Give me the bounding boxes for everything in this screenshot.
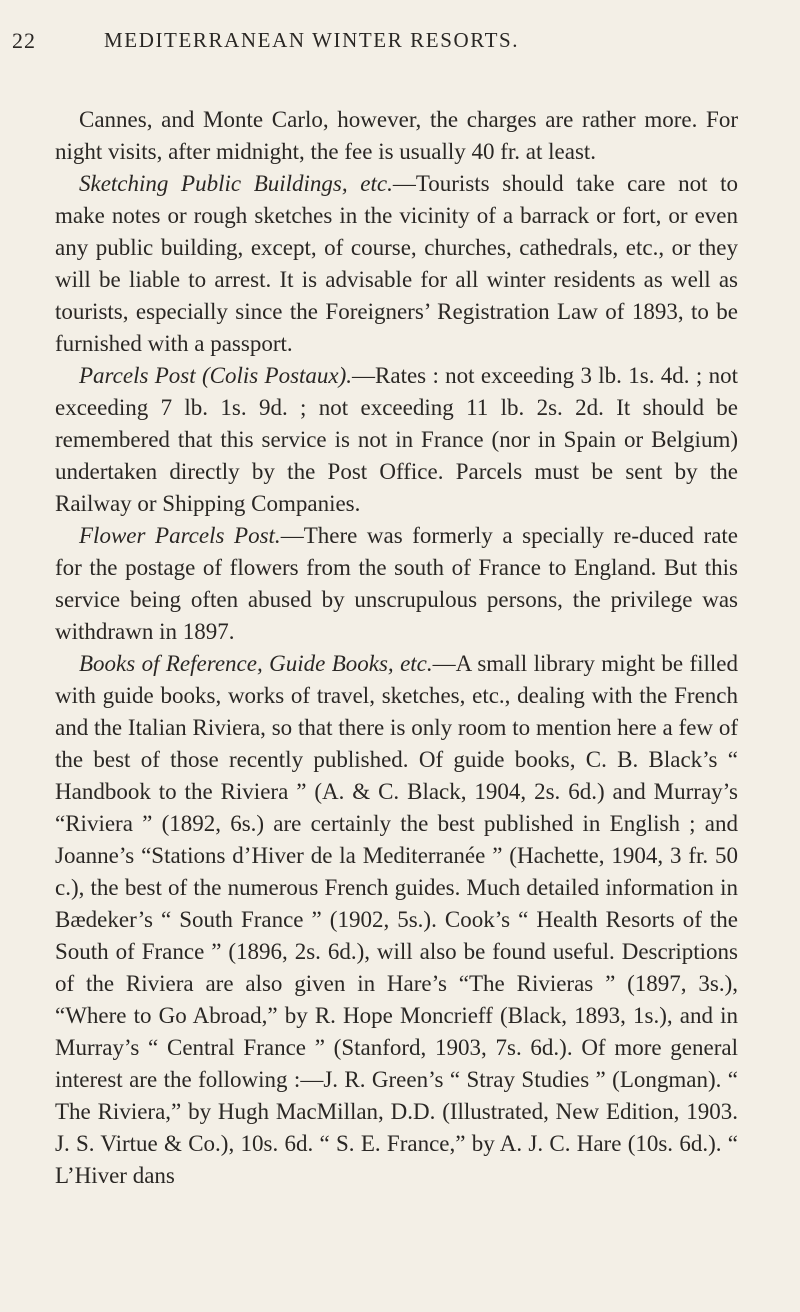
paragraph-text: —Tourists should take care not to make notes or rough sketches in the vicinity of a barrack or fort, or even any public building, except, of course, churches, cathedrals, etc., or they will be liable to arrest. It is advisable for all winter residents as well as tourists, especially since the Foreigners’ Registration Law of 1893, to be furnished with a passport.: [55, 171, 738, 356]
paragraph-text: —Rates : not exceeding 3 lb. 1s. 4d. ; not exceeding 7 lb. 1s. 9d. ; not exceeding 11 lb. 2s. 2d. It should be remembered that this service is not in France (nor in Spain or Belgium) undertaken directly by the Post Office. Parcels must be sent by the Railway or Shipping Companies.: [55, 363, 738, 516]
page-number: 22: [12, 28, 36, 53]
paragraph-parcels-post: [55, 360, 738, 520]
paragraph-sketching: [55, 168, 738, 360]
paragraph-text: —There was formerly a specially re-duced rate for the postage of flowers from the south of France to England. But this service being often abused by unscrupulous persons, the privilege was withdrawn in 1897.: [55, 523, 738, 644]
paragraph-text: —A small library might be filled with guide books, works of travel, sketches, etc., dealing with the French and the Italian Riviera, so that there is only room to mention here a few of the best of those recently published. Of guide books, C. B. Black’s “ Handbook to the Riviera ” (A. & C. Black, 1904, 2s. 6d.) and Murray’s “Riviera ” (1892, 6s.) are certainly the best published in English ; and Joanne’s “Stations d’Hiver de la Mediterranée ” (Hachette, 1904, 3 fr. 50 c.), the best of the numerous French guides. Much detailed information in Bædeker’s “ South France ” (1902, 5s.). Cook’s “ Health Resorts of the South of France ” (1896, 2s. 6d.), will also be found useful. Descriptions of the Riviera are also given in Hare’s “The Rivieras ” (1897, 3s.), “Where to Go Abroad,” by R. Hope Moncrieff (Black, 1893, 1s.), and in Murray’s “ Central France ” (Stanford, 1903, 7s. 6d.). Of more general interest are the following :—J. R. Green’s “ Stray Studies ” (Longman). “ The Riviera,” by Hugh MacMillan, D.D. (Illustrated, New Edition, 1903. J. S. Virtue & Co.), 10s. 6d. “ S. E. France,” by A. J. C. Hare (10s. 6d.). “ L’Hiver dans: [55, 651, 738, 1188]
section-heading: Books of Reference, Guide Books, etc.: [79, 651, 433, 676]
body-text: [55, 104, 738, 1192]
paragraph-cannes-fees: [55, 104, 738, 168]
section-heading: Sketching Public Buildings, etc.: [79, 171, 393, 196]
page-header: [12, 28, 732, 64]
running-head: MEDITERRANEAN WINTER RESORTS.: [104, 28, 520, 52]
paragraph-books-of-reference: [55, 648, 738, 1192]
section-heading: Parcels Post (Colis Postaux).: [79, 363, 353, 388]
paragraph-text: Cannes, and Monte Carlo, however, the charges are rather more. For night visits, after midnight, the fee is usually 40 fr. at least.: [55, 107, 738, 164]
section-heading: Flower Parcels Post.: [79, 523, 281, 548]
paragraph-flower-parcels: [55, 520, 738, 648]
